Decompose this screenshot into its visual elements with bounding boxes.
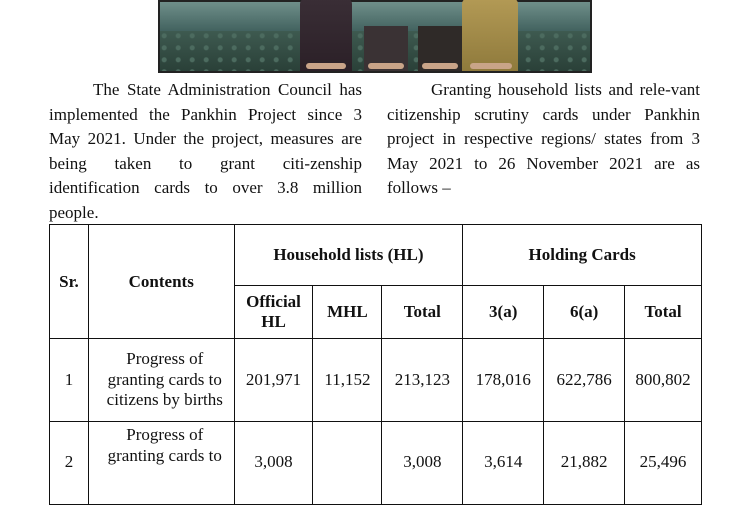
header-sr: Sr. [50, 225, 89, 339]
photo-feet [422, 63, 458, 69]
cell-mhl [313, 422, 382, 505]
cell-hl-total: 213,123 [382, 339, 463, 422]
cell-official-hl: 3,008 [234, 422, 313, 505]
cell-cards-total: 25,496 [625, 422, 702, 505]
header-household-lists: Household lists (HL) [234, 225, 463, 286]
header-6a: 6(a) [544, 286, 625, 339]
header-official-hl-line1: Official [246, 292, 301, 311]
cell-cards-total: 800,802 [625, 339, 702, 422]
cell-hl-total: 3,008 [382, 422, 463, 505]
cell-sr: 2 [50, 422, 89, 505]
cell-3a: 3,614 [463, 422, 544, 505]
cell-contents-line: granting cards to [107, 369, 222, 389]
header-mhl: MHL [313, 286, 382, 339]
cell-6a: 21,882 [544, 422, 625, 505]
cell-contents [88, 339, 234, 422]
photo-person [462, 0, 518, 71]
photo-person [300, 0, 352, 71]
header-cards-total: Total [625, 286, 702, 339]
cell-official-hl: 201,971 [234, 339, 313, 422]
header-3a: 3(a) [463, 286, 544, 339]
card-progress-table [49, 224, 702, 505]
paragraph-right: Granting household lists and rele-vant citizenship scrutiny cards under Pankhin project in respective regions/ states from 3 May 2021 to 26 November 2021 are as follows – [387, 80, 700, 197]
photo-feet [368, 63, 404, 69]
cell-3a: 178,016 [463, 339, 544, 422]
cell-contents-line: Progress of [126, 349, 204, 369]
table-row [50, 422, 702, 505]
table-row [50, 339, 702, 422]
header-official-hl [234, 286, 313, 339]
cell-contents [88, 422, 234, 505]
cell-mhl: 11,152 [313, 339, 382, 422]
header-contents: Contents [88, 225, 234, 339]
photo-feet [306, 63, 346, 69]
photo-feet [470, 63, 512, 69]
cell-contents-line: Progress of [126, 425, 204, 444]
cell-contents-line: citizens by births [106, 390, 223, 410]
header-hl-total: Total [382, 286, 463, 339]
cell-contents-line: granting cards to [107, 445, 222, 465]
paragraph-left: The State Administration Council has implemented the Pankhin Project since 3 May 2021. Under the project, measures are being taken to grant citi-zenship identification cards to over 3.8 million people. [49, 80, 362, 222]
header-holding-cards: Holding Cards [463, 225, 702, 286]
news-photo [158, 0, 592, 73]
cell-sr: 1 [50, 339, 89, 422]
cell-6a: 622,786 [544, 339, 625, 422]
header-official-hl-line2: HL [261, 312, 286, 331]
